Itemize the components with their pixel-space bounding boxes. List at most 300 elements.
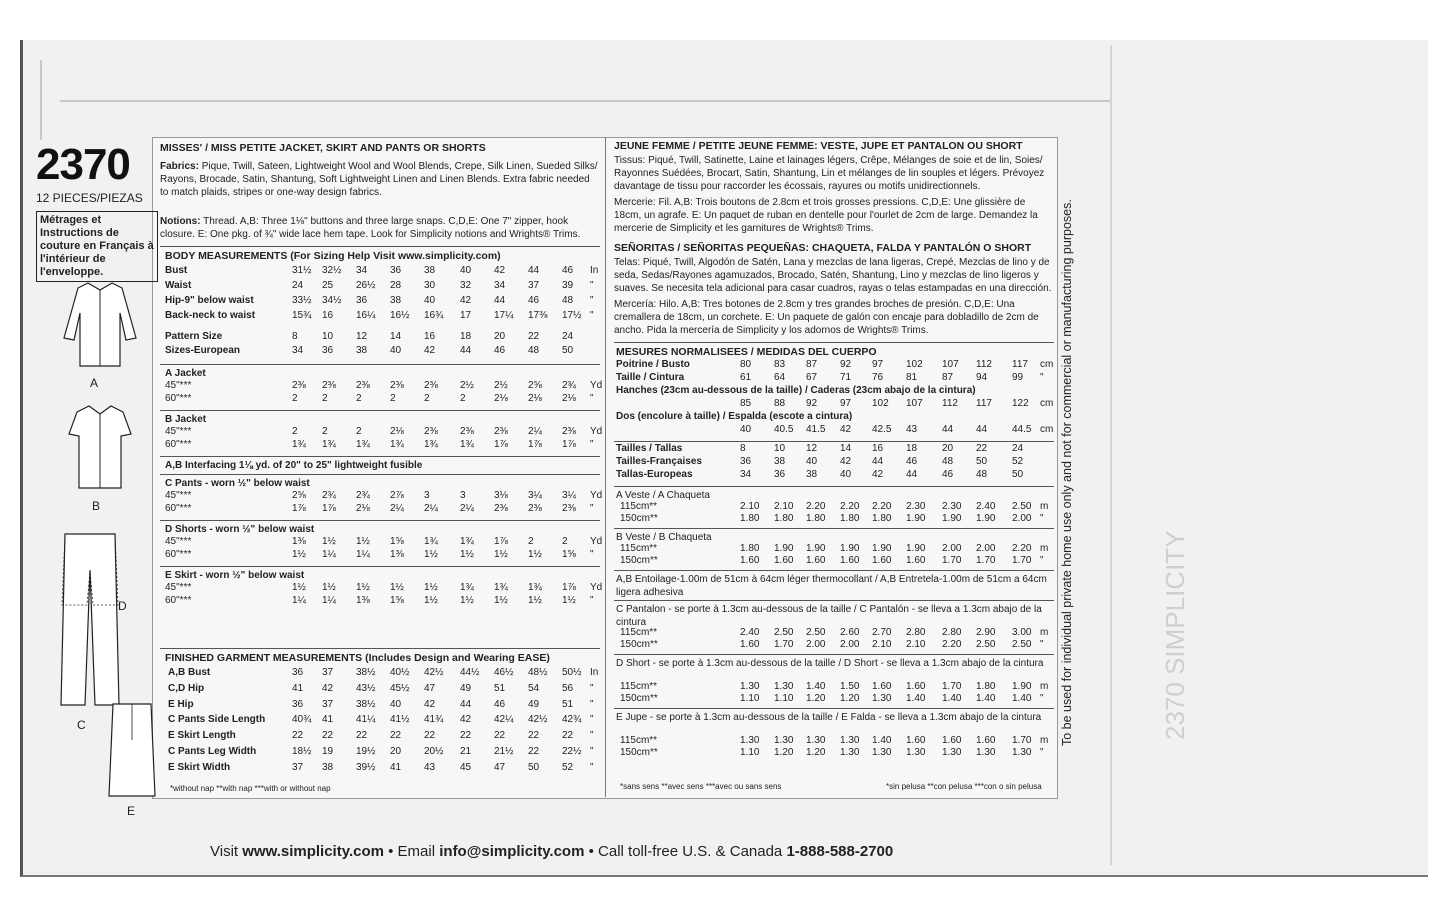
row-label: Dos (encolure à taille) / Espalda (escote a cintura)	[616, 411, 853, 422]
cell-value: 1.80	[774, 513, 794, 524]
cell-value: 1¼	[322, 595, 336, 606]
fr-footnote: *sans sens **avec sens ***avec ou sans sens	[620, 782, 782, 791]
cell-value: 43½	[356, 682, 376, 694]
cell-value: 99	[1012, 372, 1024, 383]
row-label: 60"***	[165, 595, 192, 606]
cell-value: 33½	[292, 295, 312, 306]
usage-disclaimer: To be used for individual private home use only and not for commercial or manufacturing purposes.	[1060, 199, 1074, 746]
table-row	[0, 372, 1445, 385]
row-label: 115cm**	[620, 501, 658, 512]
cell-value: 1.20	[840, 693, 860, 704]
table-row	[0, 398, 1445, 411]
cell-value: 81	[906, 372, 918, 383]
cell-value: 1½	[356, 536, 370, 547]
cell-value: 1.90	[872, 543, 892, 554]
cell-value: 36	[322, 345, 334, 356]
section-rule	[614, 570, 1054, 571]
section-rule	[614, 654, 1054, 655]
cell-value: 1.90	[906, 513, 926, 524]
cell-value: 2¼	[390, 503, 404, 514]
cell-value: 42	[424, 698, 436, 710]
cell-value: 40	[460, 265, 472, 276]
cell-value: 51	[494, 682, 506, 694]
cell-value: 2¾	[356, 490, 370, 501]
cell-value: 10	[774, 443, 786, 454]
cell-value: 44	[494, 295, 506, 306]
cell-value: 1.30	[872, 747, 892, 758]
cell-value: 1¾	[460, 536, 474, 547]
cell-value: 46	[528, 295, 540, 306]
cell-value: 2	[460, 393, 466, 404]
cell-value: 1.60	[906, 555, 926, 566]
unit-label: "	[590, 295, 594, 306]
cell-value: 40½	[390, 667, 410, 678]
cell-value: 2.10	[872, 639, 892, 650]
cell-value: 1⅝	[562, 549, 576, 560]
es-merceria: Mercería: Hilo. A,B: Tres botones de 2.8cm y tres grandes broches de presión. C,D,E: Una cremallera de 18cm, un corchete. E: Un paquete de galón con encaje para dobladillo de 2cm de ancho. Pida la mercería de Simplicity y los adornos de Wrights® Trims.	[614, 299, 1039, 336]
block-title: D Short - se porte à 1.3cm au-dessous de la taille / D Short - se lleva a 1.3cm abajo de la cintura	[616, 658, 1044, 669]
cell-value: 1.90	[774, 543, 794, 554]
cell-value: 2⅝	[528, 380, 542, 391]
cell-value: 2¼	[528, 426, 542, 437]
cell-value: 1.60	[740, 639, 760, 650]
row-label: 45"***	[165, 380, 192, 391]
cell-value: 47	[494, 761, 506, 773]
block-title: B Jacket	[165, 414, 207, 425]
footer-website[interactable]: www.simplicity.com	[242, 843, 384, 860]
cell-value: 1¾	[528, 582, 542, 593]
cell-value: 45½	[390, 682, 410, 694]
cell-value: 1.30	[774, 735, 794, 746]
cell-value: 2.20	[1012, 543, 1032, 554]
block-title: A Jacket	[165, 368, 206, 379]
cell-value: 42.5	[872, 424, 892, 435]
cell-value: 42	[494, 265, 506, 276]
block-title: A Veste / A Chaqueta	[616, 490, 710, 501]
cell-value: 1½	[424, 549, 438, 560]
cell-value: 1½	[460, 595, 474, 606]
cell-value: 107	[906, 398, 923, 409]
cell-value: 25	[322, 280, 334, 291]
cell-value: 42	[460, 295, 472, 306]
cell-value: 2.90	[976, 627, 996, 638]
row-label: E Skirt Width	[168, 761, 231, 773]
cell-value: 18	[460, 331, 472, 342]
cell-value: 22	[528, 730, 540, 742]
cell-value: 1.60	[806, 555, 826, 566]
flap-fold-top	[60, 100, 1110, 102]
cell-value: 38	[322, 761, 334, 773]
label-c: C	[77, 718, 86, 732]
cell-value: 42	[460, 714, 472, 726]
cell-value: 1.60	[906, 735, 926, 746]
cell-value: 80	[740, 359, 752, 370]
en-notions	[160, 215, 600, 241]
cell-value: 1¾	[356, 439, 370, 450]
cell-value: 102	[872, 398, 889, 409]
cell-value: 2	[562, 536, 568, 547]
cell-value: 46	[942, 469, 954, 480]
cell-value: 2¼	[460, 503, 474, 514]
cell-value: 1⅜	[390, 549, 404, 560]
cell-value: 2⅜	[322, 380, 336, 391]
block-title: E Skirt - worn ½" below waist	[165, 570, 305, 581]
flap-fold-left	[40, 60, 42, 140]
cell-value: 40	[840, 469, 852, 480]
cell-value: 1.40	[942, 693, 962, 704]
row-label: C Pants Side Length	[168, 714, 266, 726]
cell-value: 1.20	[774, 747, 794, 758]
cell-value: 2.10	[906, 639, 926, 650]
cell-value: 2⅜	[528, 503, 542, 514]
cell-value: 2	[528, 536, 534, 547]
cell-value: 3¼	[562, 490, 576, 501]
cell-value: 85	[740, 398, 752, 409]
cell-value: 42¾	[562, 714, 582, 726]
cell-value: 22	[356, 730, 368, 742]
row-label: 150cm**	[620, 555, 658, 566]
cell-value: 1.10	[740, 693, 760, 704]
cell-value: 21½	[494, 746, 514, 757]
cell-value: 97	[840, 398, 852, 409]
cell-value: 2.50	[806, 627, 826, 638]
cell-value: 1.30	[872, 693, 892, 704]
cell-value: 1.80	[976, 681, 996, 692]
cell-value: 112	[942, 398, 958, 409]
cell-value: 2.00	[1012, 513, 1032, 524]
cell-value: 50½	[562, 667, 582, 678]
cell-value: 37	[322, 667, 334, 678]
unit-label: "	[590, 549, 594, 560]
cell-value: 40	[390, 345, 402, 356]
cell-value: 41	[322, 714, 334, 726]
cell-value: 1.10	[774, 693, 794, 704]
cell-value: 2.20	[840, 501, 860, 512]
cell-value: 1.70	[942, 681, 962, 692]
cell-value: 12	[806, 443, 818, 454]
cell-value: 1.60	[942, 735, 962, 746]
cell-value: 2	[322, 426, 328, 437]
footer-email-label: • Email	[388, 843, 436, 860]
cell-value: 1.60	[872, 681, 892, 692]
cell-value: 76	[872, 372, 884, 383]
cell-value: 34	[292, 345, 304, 356]
block-title: C Pants - worn ½" below waist	[165, 478, 310, 489]
cell-value: 40	[390, 698, 402, 710]
cell-value: 22	[424, 730, 436, 742]
cell-value: 1⅞	[528, 439, 542, 450]
unit-label: "	[590, 730, 594, 742]
unit-label: "	[590, 280, 594, 291]
cell-value: 16¼	[356, 310, 376, 321]
cell-value: 2⅜	[390, 380, 404, 391]
table-row	[0, 385, 1445, 398]
pieces-count: 12 PIECES/PIEZAS	[36, 191, 143, 205]
cell-value: 2.80	[942, 627, 962, 638]
cell-value: 8	[740, 443, 746, 454]
unit-label: m	[1040, 543, 1049, 554]
table-row	[0, 359, 1445, 372]
cell-value: 3	[460, 490, 466, 501]
row-label: Hanches (23cm au-dessous de la taille) / Caderas (23cm abajo de la cintura)	[616, 385, 976, 396]
row-label: 60"***	[165, 503, 192, 514]
table-row	[0, 411, 1445, 424]
cell-value: 41	[390, 761, 402, 773]
cell-value: 38½	[356, 667, 376, 678]
cell-value: 36	[740, 456, 752, 467]
finished-title: FINISHED GARMENT MEASUREMENTS (Includes Design and Wearing EASE)	[165, 652, 550, 664]
cell-value: 2½	[460, 380, 474, 391]
label-a: A	[90, 376, 99, 390]
cell-value: 28	[390, 280, 402, 291]
cell-value: 1.30	[740, 681, 760, 692]
cell-value: 2⅜	[494, 426, 508, 437]
cell-value: 44	[460, 345, 472, 356]
cell-value: 42¼	[494, 714, 514, 726]
cell-value: 22½	[562, 746, 582, 757]
cell-value: 2½	[494, 380, 508, 391]
row-label: 150cm**	[620, 693, 658, 704]
cell-value: 34	[494, 280, 506, 291]
unit-label: "	[1040, 693, 1044, 704]
cell-value: 24	[1012, 443, 1024, 454]
cell-value: 34	[356, 265, 368, 276]
cell-value: 112	[976, 359, 992, 370]
cell-value: 24	[562, 331, 574, 342]
table-row	[0, 469, 1445, 482]
cell-value: 1.70	[976, 555, 996, 566]
table-row	[0, 424, 1445, 437]
cell-value: 22	[322, 730, 334, 742]
unit-label: Yd	[590, 582, 603, 593]
cell-value: 1⅞	[494, 536, 508, 547]
cell-value: 2	[356, 393, 362, 404]
cell-value: 1¾	[322, 439, 336, 450]
unit-label: Yd	[590, 536, 603, 547]
cell-value: 2.20	[806, 501, 826, 512]
footer-call: • Call toll-free U.S. & Canada	[588, 843, 783, 860]
cell-value: 42½	[528, 714, 548, 726]
row-label: Hip-9" below waist	[165, 295, 254, 306]
block-title: A,B Interfacing 1⅛ yd. of 20" to 25" lightweight fusible	[165, 460, 423, 471]
row-label: Back-neck to waist	[165, 310, 256, 321]
footer-visit: Visit	[210, 843, 239, 860]
cell-value: 2.60	[840, 627, 860, 638]
row-label: Poitrine / Busto	[616, 359, 690, 370]
fr-tissus: Tissus: Piqué, Twill, Satinette, Laine et lainages légers, Crêpe, Mélanges de soie et de lin, Soies/ Rayonnes Suédées, Brocart, Satin, Shantung, Lin et mélanges de lin souples et légers. Prévoyez davantage de tissu pour raccorder les écossais, rayures ou motifs unidirectionnels.	[614, 155, 1045, 192]
cell-value: 1.70	[1012, 735, 1032, 746]
cell-value: 2¾	[322, 490, 336, 501]
table-row	[0, 555, 1445, 568]
cell-value: 1⅞	[562, 439, 576, 450]
cell-value: 37	[528, 280, 540, 291]
cell-value: 36	[774, 469, 786, 480]
cell-value: 21	[460, 746, 472, 757]
row-label: C,D Hip	[168, 682, 205, 694]
block-title: C Pantalon - se porte à 1.3cm au-dessous de la taille / C Pantalón - se lleva a 1.3cm abajo de la cintura	[616, 604, 1042, 628]
cell-value: 42½	[424, 667, 444, 678]
cell-value: 1¾	[390, 439, 404, 450]
cell-value: 31½	[292, 265, 312, 276]
cell-value: 1⅞	[322, 503, 336, 514]
cell-value: 14	[390, 331, 402, 342]
cell-value: 2.30	[942, 501, 962, 512]
cell-value: 46	[494, 698, 506, 710]
cell-value: 22	[528, 746, 540, 757]
cell-value: 2	[356, 426, 362, 437]
cell-value: 20	[390, 746, 402, 757]
cell-value: 2.50	[1012, 639, 1032, 650]
cell-value: 1.50	[840, 681, 860, 692]
cell-value: 2⅜	[424, 380, 438, 391]
cell-value: 20	[942, 443, 954, 454]
cell-value: 42	[840, 424, 852, 435]
row-label: Tailles / Tallas	[616, 443, 683, 454]
cell-value: 44	[460, 698, 472, 710]
cell-value: 17⅜	[528, 310, 548, 321]
cell-value: 38	[806, 469, 818, 480]
cell-value: 1½	[424, 595, 438, 606]
block-title: A,B Entoilage-1.00m de 51cm à 64cm léger thermocollant / A,B Entretela-1.00m de 51cm a 64cm ligera adhesiva	[616, 574, 1047, 598]
unit-label: "	[590, 761, 594, 773]
cell-value: 1½	[494, 595, 508, 606]
cell-value: 56	[562, 682, 574, 694]
cell-value: 50	[528, 761, 540, 773]
cell-value: 1½	[390, 582, 404, 593]
row-label: 60"***	[165, 393, 192, 404]
cell-value: 22	[528, 331, 540, 342]
cell-value: 2⅛	[562, 393, 576, 404]
cell-value: 1.30	[806, 735, 826, 746]
cell-value: 3⅛	[494, 490, 508, 501]
cell-value: 1.40	[806, 681, 826, 692]
cell-value: 122	[1012, 398, 1029, 409]
cell-value: 1.30	[740, 735, 760, 746]
cell-value: 1½	[424, 582, 438, 593]
cell-value: 1.40	[906, 693, 926, 704]
cell-value: 2.40	[976, 501, 996, 512]
cell-value: 17½	[562, 310, 582, 321]
unit-label: "	[590, 595, 594, 606]
unit-label: In	[590, 667, 599, 678]
cell-value: 46½	[494, 667, 514, 678]
es-footnote: *sin pelusa **con pelusa ***con o sin pelusa	[886, 782, 1042, 791]
cell-value: 61	[740, 372, 752, 383]
cell-value: 22	[494, 730, 506, 742]
cell-value: 1.30	[942, 747, 962, 758]
cell-value: 22	[390, 730, 402, 742]
row-label: 45"***	[165, 536, 192, 547]
cell-value: 2	[390, 393, 396, 404]
block-title: B Veste / B Chaqueta	[616, 532, 712, 543]
block-title: E Jupe - se porte à 1.3cm au-dessous de la taille / E Falda - se lleva a 1.3cm abajo de la cintura	[616, 712, 1042, 723]
cell-value: 44	[976, 424, 988, 435]
cell-value: 2	[292, 426, 298, 437]
cell-value: 1.30	[774, 681, 794, 692]
table-row	[0, 639, 1445, 652]
unit-label: cm	[1040, 359, 1054, 370]
cell-value: 1⅞	[494, 439, 508, 450]
table-row	[0, 513, 1445, 526]
cell-value: 16	[872, 443, 884, 454]
row-label: Tailles-Françaises	[616, 456, 702, 467]
cell-value: 50	[562, 345, 574, 356]
cell-value: 1.90	[906, 543, 926, 554]
cell-value: 1¾	[424, 439, 438, 450]
cell-value: 2¼	[424, 503, 438, 514]
cell-value: 44	[528, 265, 540, 276]
cell-value: 67	[806, 372, 818, 383]
cell-value: 1⅜	[356, 595, 370, 606]
french-instructions-box: Métrages et Instructions de couture en Français à l'intérieur de l'enveloppe.	[36, 211, 158, 282]
cell-value: 22	[976, 443, 988, 454]
footer-email[interactable]: info@simplicity.com	[439, 843, 585, 860]
cell-value: 1¼	[322, 549, 336, 560]
cell-value: 46	[494, 345, 506, 356]
cell-value: 2	[292, 393, 298, 404]
en-fabrics	[160, 160, 600, 199]
cell-value: 1½	[460, 549, 474, 560]
row-label: 45"***	[165, 426, 192, 437]
cell-value: 1½	[322, 582, 336, 593]
en-rule-1	[160, 246, 600, 247]
cell-value: 54	[528, 682, 540, 694]
cell-value: 107	[942, 359, 959, 370]
cell-value: 18½	[292, 746, 312, 757]
unit-label: "	[1040, 513, 1044, 524]
cell-value: 2⅜	[356, 380, 370, 391]
row-label: Bust	[165, 265, 188, 276]
cell-value: 92	[840, 359, 852, 370]
cell-value: 44	[872, 456, 884, 467]
cell-value: 1.20	[806, 747, 826, 758]
cell-value: 47	[424, 682, 436, 694]
cell-value: 41½	[390, 714, 410, 726]
cell-value: 1.60	[976, 735, 996, 746]
label-d: D	[118, 599, 127, 613]
pattern-number: 2370	[36, 140, 130, 189]
cell-value: 17	[460, 310, 472, 321]
cell-value: 1⅞	[562, 582, 576, 593]
cell-value: 2.80	[906, 627, 926, 638]
cell-value: 36	[292, 698, 304, 710]
cell-value: 1½	[292, 549, 306, 560]
cell-value: 1.30	[906, 747, 926, 758]
unit-label: "	[1040, 555, 1044, 566]
row-label: Pattern Size	[165, 331, 223, 342]
cell-value: 20	[494, 331, 506, 342]
cell-value: 2¾	[562, 380, 576, 391]
unit-label: "	[1040, 372, 1044, 383]
row-label: 150cm**	[620, 639, 658, 650]
cell-value: 38	[356, 345, 368, 356]
cell-value: 48½	[528, 667, 548, 678]
cell-value: 2⅜	[562, 503, 576, 514]
fabrics-label: Fabrics:	[160, 161, 199, 172]
cell-value: 48	[976, 469, 988, 480]
cell-value: 49	[528, 698, 540, 710]
cell-value: 2.50	[976, 639, 996, 650]
cell-value: 44	[906, 469, 918, 480]
cell-value: 2.10	[774, 501, 794, 512]
cell-value: 1.10	[740, 747, 760, 758]
cell-value: 2.00	[976, 543, 996, 554]
cell-value: 92	[806, 398, 818, 409]
notions-label: Notions:	[160, 216, 201, 227]
es-telas: Telas: Piqué, Twill, Algodón de Satén, Lana y mezclas de lana ligeras, Crepé, Mezclas de lino y de seda, Sedas/Rayones agamuzados, Brocado, Satén, Shantung, Lino y mezclas de lino ligeros y suaves. Se necesita tela adicional para casar cuadros, rayas o telas estampadas en una dirección.	[614, 257, 1052, 294]
unit-label: cm	[1040, 398, 1054, 409]
unit-label: m	[1040, 501, 1049, 512]
